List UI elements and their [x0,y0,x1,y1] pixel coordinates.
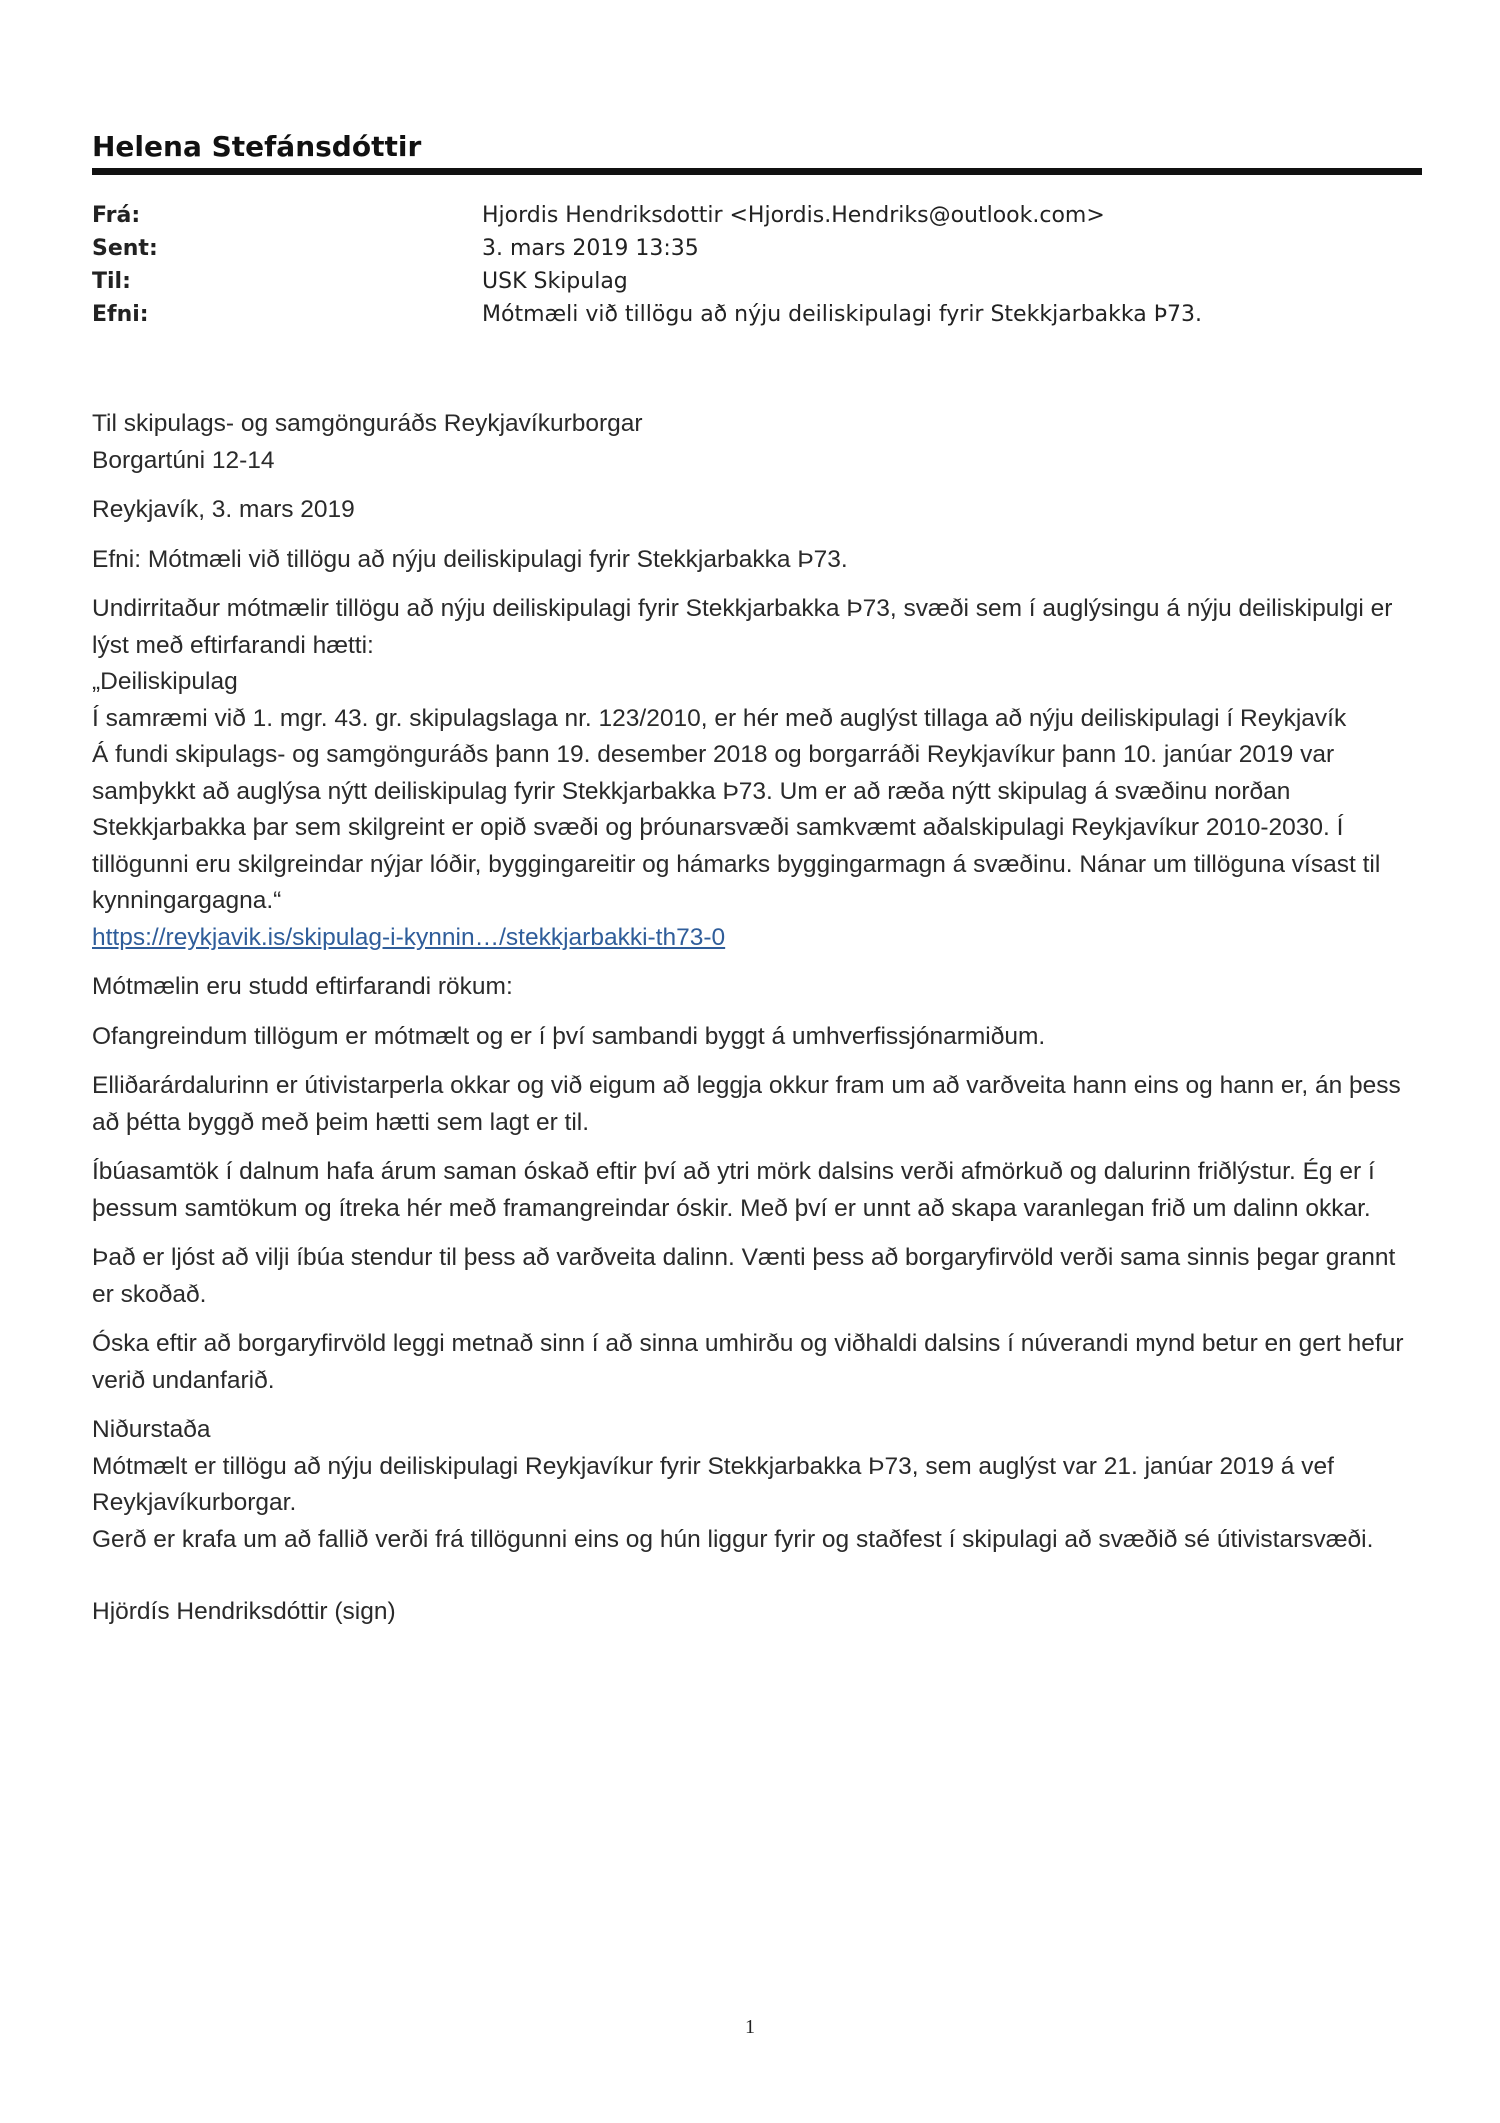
place-date: Reykjavík, 3. mars 2019 [92,496,355,523]
reason-paragraph-5: Óska eftir að borgaryfirvöld leggi metnað sinn í að sinna umhirðu og viðhaldi dalsins í núverandi mynd betur en gert hefur verið undanfarið. [92,1330,1404,1394]
intro-paragraph: Undirritaður mótmælir tillögu að nýju deiliskipulagi fyrir Stekkjarbakka Þ73, svæði sem í auglýsingu á nýju deiliskipulgi er lýst með eftirfarandi hætti: [92,595,1393,659]
email-header-sent [92,236,1422,269]
sent-label: Sent: [92,236,158,261]
to-label: Til: [92,269,131,294]
signature: Hjördís Hendriksdóttir (sign) [92,1598,396,1625]
sent-value: 3. mars 2019 13:35 [482,236,699,261]
email-header-to [92,269,1422,302]
quote-paragraph-1: Í samræmi við 1. mgr. 43. gr. skipulagslaga nr. 123/2010, er hér með auglýst tillaga að nýju deiliskipulagi í Reykjavík [92,704,1347,732]
reason-paragraph-4: Það er ljóst að vilji íbúa stendur til þess að varðveita dalinn. Vænti þess að borgaryfirvöld verði sama sinnis þegar grannt er skoðað. [92,1244,1396,1308]
quote-paragraph-2: Á fundi skipulags- og samgönguráðs þann 19. desember 2018 og borgarráði Reykjavíkur þann 10. janúar 2019 var samþykkt að auglýsa nýtt deiliskipulag fyrir Stekkjarbakka Þ73. Um er að ræða nýtt skipulag á svæðinu norðan Stekkjarbakka þar sem skilgreint er opið svæði og þróunarsvæði samkvæmt aðalskipulagi Reykjavíkur 2010-2030. Í tillögunni eru skilgreindar nýjar lóðir, byggingareitir og hámarks byggingarmagn á svæðinu. Nánar um tillöguna vísast til kynningargagna.“ [92,741,1381,914]
conclusion-paragraph-1: Mótmælt er tillögu að nýju deiliskipulagi Reykjavíkur fyrir Stekkjarbakka Þ73, sem auglýst var 21. janúar 2019 á vef Reykjavíkurborgar. [92,1452,1334,1516]
conclusion-paragraph-2: Gerð er krafa um að fallið verði frá tillögunni eins og hún liggur fyrir og staðfest í skipulagi að svæðið sé útivistarsvæði. [92,1525,1374,1553]
reasons-intro: Mótmælin eru studd eftirfarandi rökum: [92,973,513,1000]
reason-paragraph-3: Íbúasamtök í dalnum hafa árum saman óskað eftir því að ytri mörk dalsins verði afmörkuð og dalurinn friðlýstur. Ég er í þessum samtökum og ítreka hér með framangreindar óskir. Með því er unnt að skapa varanlegan frið um dalinn okkar. [92,1158,1375,1222]
letter-subject: Efni: Mótmæli við tillögu að nýju deiliskipulagi fyrir Stekkjarbakka Þ73. [92,545,848,573]
page-number: 1 [745,2016,755,2038]
recipient-block [92,406,1422,479]
conclusion-block [92,1412,1422,1558]
subject-label: Efni: [92,302,149,327]
from-label: Frá: [92,203,141,228]
email-header [92,203,1422,335]
proposal-link[interactable]: https://reykjavik.is/skipulag-i-kynnin…/stekkjarbakki-th73-0 [92,923,726,951]
conclusion-heading: Niðurstaða [92,1416,211,1443]
recipient-line-2: Borgartúni 12-14 [92,446,275,474]
email-header-subject [92,302,1422,335]
recipient-line-1: Til skipulags- og samgönguráðs Reykjavíkurborgar [92,410,643,437]
quoted-notice [92,591,1422,956]
reason-paragraph-2: Elliðarárdalurinn er útivistarperla okkar og við eigum að leggja okkur fram um að varðveita hann eins og hann er, án þess að þétta byggð með þeim hætti sem lagt er til. [92,1072,1401,1136]
header-divider [92,168,1422,175]
from-value: Hjordis Hendriksdottir <Hjordis.Hendriks@outlook.com> [482,203,1105,228]
subject-value: Mótmæli við tillögu að nýju deiliskipulagi fyrir Stekkjarbakka Þ73. [482,302,1203,327]
letter-body [92,406,1422,1644]
to-value: USK Skipulag [482,269,628,294]
quote-heading: „Deiliskipulag [92,668,238,695]
email-header-from [92,203,1422,236]
reason-paragraph-1: Ofangreindum tillögum er mótmælt og er í því sambandi byggt á umhverfissjónarmiðum. [92,1022,1046,1050]
document-owner-name: Helena Stefánsdóttir [92,130,422,163]
